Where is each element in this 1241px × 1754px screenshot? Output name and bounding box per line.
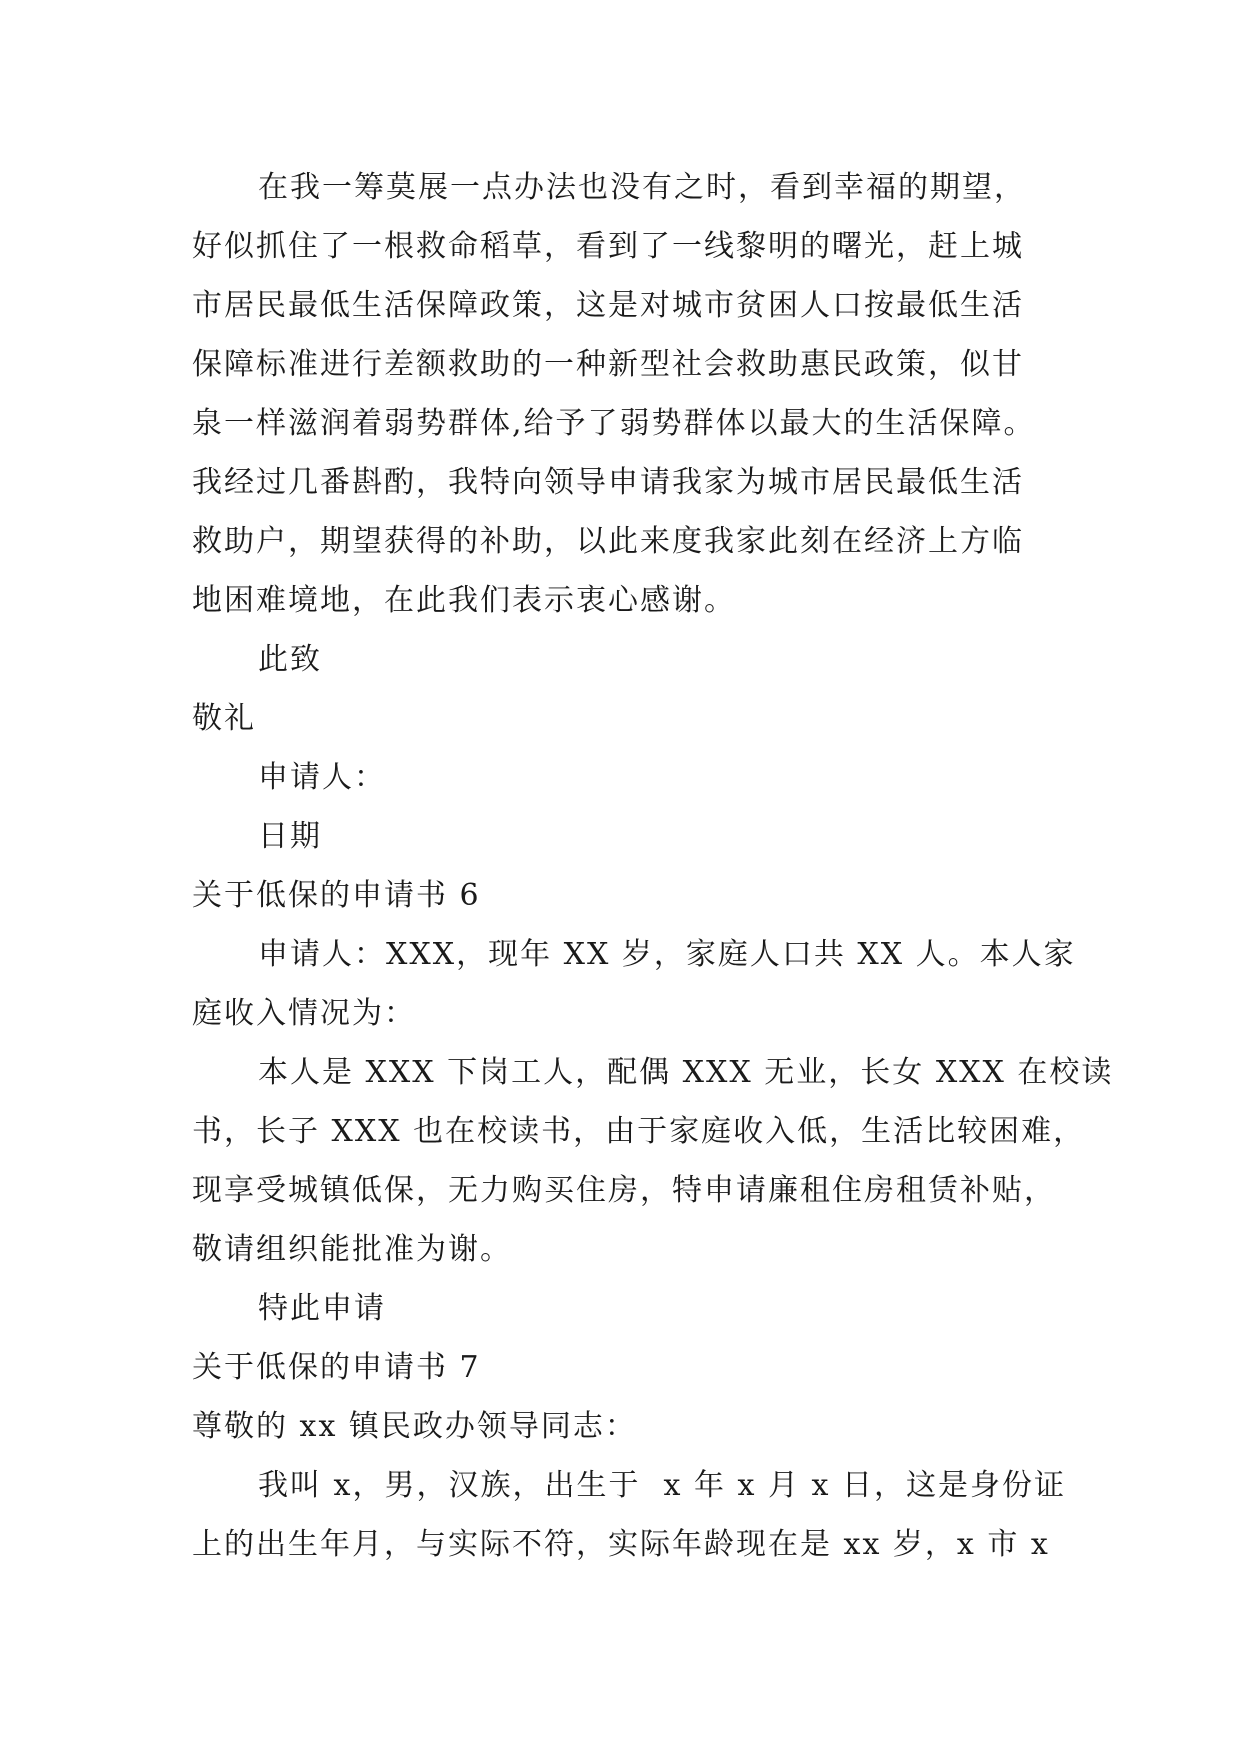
paragraph-line: 救助户，期望获得的补助，以此来度我家此刻在经济上方临 <box>192 524 1024 559</box>
closing-request: 特此申请 <box>258 1291 386 1326</box>
paragraph-line: 泉一样滋润着弱势群体,给予了弱势群体以最大的生活保障。 <box>192 406 1036 441</box>
section-heading: 关于低保的申请书 6 <box>192 878 481 913</box>
paragraph-line: 地困难境地，在此我们表示衷心感谢。 <box>192 583 736 618</box>
paragraph-line: 现享受城镇低保，无力购买住房，特申请廉租住房租赁补贴， <box>192 1173 1056 1208</box>
paragraph-line: 保障标准进行差额救助的一种新型社会救助惠民政策，似甘 <box>192 347 1024 382</box>
paragraph-line: 我叫 x，男，汉族，出生于 x 年 x 月 x 日，这是身份证 <box>258 1468 1066 1503</box>
paragraph-line: 书，长子 XXX 也在校读书，由于家庭收入低，生活比较困难， <box>192 1114 1086 1149</box>
paragraph-line: 敬请组织能批准为谢。 <box>192 1232 512 1267</box>
document-body <box>192 158 1114 1574</box>
paragraph-line: 在我一筹莫展一点办法也没有之时，看到幸福的期望， <box>258 170 1026 205</box>
closing-regards: 敬礼 <box>192 701 256 736</box>
applicant-label: 申请人： <box>258 760 386 795</box>
paragraph-line: 我经过几番斟酌，我特向领导申请我家为城市居民最低生活 <box>192 465 1024 500</box>
paragraph-line: 上的出生年月，与实际不符，实际年龄现在是 xx 岁，x 市 x <box>192 1527 1050 1562</box>
date-label: 日期 <box>258 819 322 854</box>
paragraph-line: 庭收入情况为： <box>192 996 416 1031</box>
closing-salutation: 此致 <box>258 642 322 677</box>
paragraph-line: 本人是 XXX 下岗工人，配偶 XXX 无业，长女 XXX 在校读 <box>258 1055 1114 1090</box>
paragraph-line: 市居民最低生活保障政策，这是对城市贫困人口按最低生活 <box>192 288 1024 323</box>
paragraph-line: 申请人：XXX，现年 XX 岁，家庭人口共 XX 人。本人家 <box>258 937 1076 972</box>
section-heading: 关于低保的申请书 7 <box>192 1350 481 1385</box>
greeting-line: 尊敬的 xx 镇民政办领导同志： <box>192 1409 637 1444</box>
paragraph-line: 好似抓住了一根救命稻草，看到了一线黎明的曙光，赶上城 <box>192 229 1024 264</box>
